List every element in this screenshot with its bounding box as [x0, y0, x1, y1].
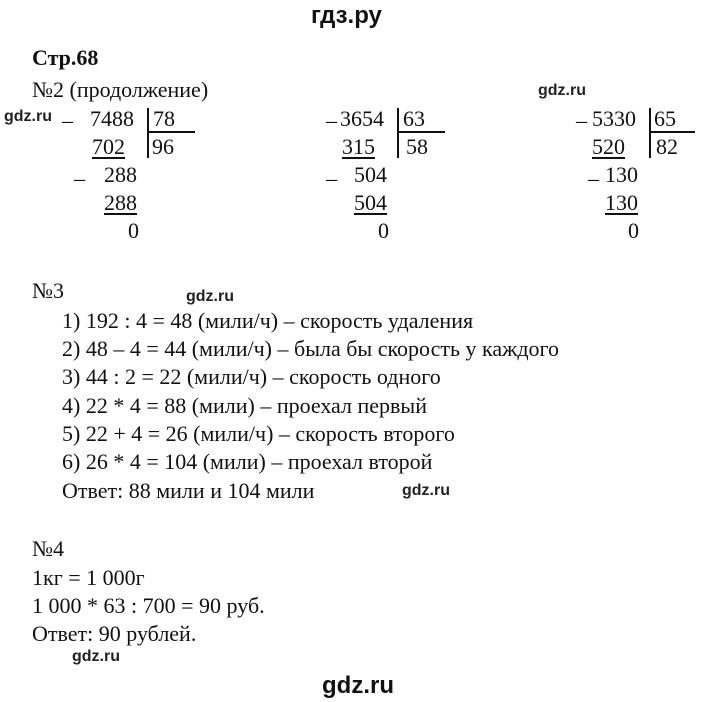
solution-step: 3) 44 : 2 = 22 (мили/ч) – скорость одного [62, 364, 441, 389]
divisor-underline [649, 131, 695, 133]
remainder-1: 288 [104, 162, 137, 187]
task3-answer: Ответ: 88 мили и 104 мили [62, 478, 315, 503]
divisor: 65 [654, 106, 676, 131]
minus-sign: _ [62, 100, 73, 125]
site-title: гдз.ру [311, 2, 382, 29]
quotient: 96 [152, 134, 174, 159]
division-bracket [397, 108, 399, 158]
footer-watermark: gdz.ru [322, 672, 394, 699]
watermark: gdz.ru [72, 648, 120, 665]
task3-label: №3 [32, 278, 64, 303]
solution-step: 6) 26 * 4 = 104 (мили) – проехал второй [62, 449, 433, 474]
watermark: gdz.ru [186, 288, 234, 305]
solution-step: 2) 48 – 4 = 44 (мили/ч) – была бы скорость у каждого [62, 336, 559, 361]
result: 0 [378, 218, 389, 243]
dividend: 3654 [340, 106, 384, 131]
solution-step: 1) 192 : 4 = 48 (мили/ч) – скорость удаления [62, 308, 474, 333]
division-bracket [649, 108, 651, 158]
quotient: 58 [406, 134, 428, 159]
task4-line: 1 000 * 63 : 700 = 90 руб. [32, 593, 265, 618]
result: 0 [128, 218, 139, 243]
divisor-underline [147, 131, 195, 133]
subtrahend-1: 702 [92, 134, 125, 159]
quotient: 82 [656, 134, 678, 159]
divisor: 78 [153, 106, 175, 131]
remainder-1: 504 [354, 162, 387, 187]
minus-sign: _ [326, 158, 337, 183]
dividend: 7488 [90, 106, 134, 131]
result: 0 [628, 218, 639, 243]
dividend: 5330 [592, 106, 636, 131]
task2-label: №2 (продолжение) [32, 77, 209, 102]
minus-sign: _ [74, 158, 85, 183]
minus-sign: _ [326, 100, 337, 125]
page-heading: Стр.68 [32, 45, 99, 70]
division-bracket [147, 108, 149, 158]
subtrahend-2: 130 [605, 190, 638, 215]
watermark: gdz.ru [4, 108, 52, 125]
task4-answer: Ответ: 90 рублей. [32, 621, 197, 646]
subtrahend-2: 504 [354, 190, 387, 215]
subtrahend-1: 315 [342, 134, 375, 159]
remainder-1: 130 [605, 162, 638, 187]
divisor-underline [397, 131, 445, 133]
subtrahend-2: 288 [104, 190, 137, 215]
watermark: gdz.ru [402, 482, 450, 499]
minus-sign: _ [588, 158, 599, 183]
solution-step: 5) 22 + 4 = 26 (мили/ч) – скорость второго [62, 421, 455, 446]
task4-label: №4 [32, 536, 64, 561]
solution-step: 4) 22 * 4 = 88 (мили) – проехал первый [62, 393, 427, 418]
watermark: gdz.ru [538, 82, 586, 99]
subtrahend-1: 520 [592, 134, 625, 159]
minus-sign: _ [576, 100, 587, 125]
task4-line: 1кг = 1 000г [32, 565, 145, 590]
divisor: 63 [403, 106, 425, 131]
